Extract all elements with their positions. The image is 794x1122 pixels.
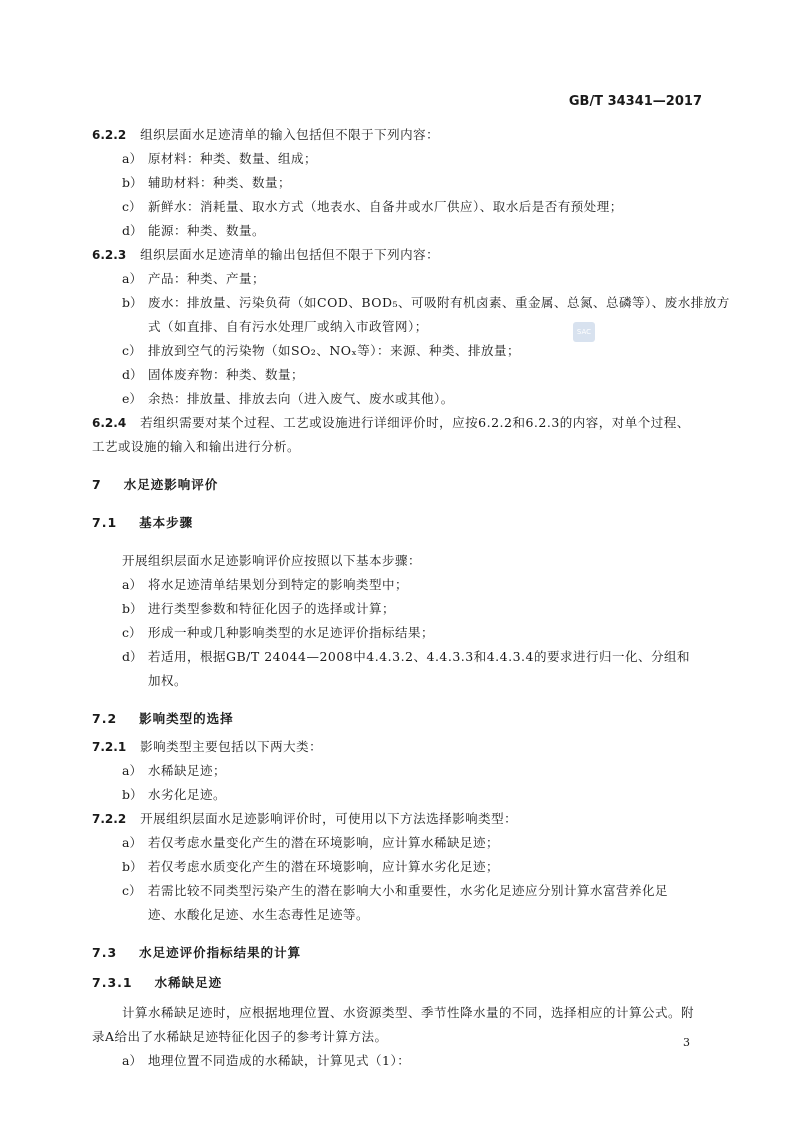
clause-number: 6.2.2 [92,128,127,142]
line-text: 开展组织层面水足迹影响评价时，可使用以下方法选择影响类型： [140,811,518,826]
line-text: 若适用，根据GB/T 24044—2008中4.4.3.2、4.4.3.3和4.4.3.4的要求进行归一化、分组和 [148,649,690,664]
body-line [148,833,499,851]
clause-number: 7 [92,477,102,492]
line-text: 式（如直排、自有污水处理厂或纳入市政管网）； [148,319,428,334]
line-text: 工艺或设施的输入和输出进行分析。 [92,439,301,454]
body-line [148,341,520,359]
body-line [148,575,408,593]
list-marker: b） [122,175,143,190]
body-line [92,1027,388,1045]
line-text: 废水：排放量、污染负荷（如COD、BOD₅、可吸附有机卤素、重金属、总氮、总磷等）、废水排放方 [148,295,730,310]
line-text: 开展组织层面水足迹影响评价应按照以下基本步骤： [122,553,422,568]
page-number: 3 [683,1036,690,1049]
list-marker: a） [122,1053,142,1068]
body-line [148,317,428,335]
body-line [148,389,454,407]
section-heading [92,513,193,531]
body-line [148,365,304,383]
line-text: 能源：种类、数量。 [148,223,266,238]
list-marker: c） [122,883,142,898]
line-text: 计算水稀缺足迹时，应根据地理位置、水资源类型、季节性降水量的不同，选择相应的计算公式。附 [122,1005,695,1020]
standard-number-header: GB/T 34341—2017 [568,94,702,109]
list-marker: b） [122,859,143,874]
line-text: 基本步骤 [139,515,194,530]
line-text: 产品：种类、产量； [148,271,266,286]
section-heading [92,943,301,961]
line-text: 地理位置不同造成的水稀缺，计算见式（1）： [148,1053,411,1068]
line-text: 水稀缺足迹； [148,763,227,778]
list-marker: d） [122,223,143,238]
list-marker: c） [122,625,142,640]
list-marker: c） [122,343,142,358]
body-line [122,551,421,569]
body-line [148,761,226,779]
line-text: 原材料：种类、数量、组成； [148,151,318,166]
line-text: 若仅考虑水量变化产生的潜在环境影响，应计算水稀缺足迹； [148,835,500,850]
line-text: 组织层面水足迹清单的输入包括但不限于下列内容： [140,127,440,142]
clause-number: 6.2.3 [92,248,127,262]
list-marker: e） [122,391,142,406]
body-line [92,737,322,755]
line-text: 影响类型的选择 [139,711,234,726]
list-marker: a） [122,151,142,166]
body-line [92,413,690,431]
line-text: 将水足迹清单结果划分到特定的影响类型中； [148,577,409,592]
list-marker: a） [122,835,142,850]
line-text: 组织层面水足迹清单的输出包括但不限于下列内容： [140,247,440,262]
line-text: 水劣化足迹。 [148,787,227,802]
list-marker: b） [122,295,143,310]
clause-number: 7.2 [92,711,118,726]
line-text: 迹、水酸化足迹、水生态毒性足迹等。 [148,907,370,922]
line-text: 若仅考虑水质变化产生的潜在环境影响，应计算水劣化足迹； [148,859,500,874]
list-marker: d） [122,367,143,382]
body-line [148,785,226,803]
clause-number: 7.3.1 [92,975,133,990]
line-text: 固体废弃物：种类、数量； [148,367,305,382]
body-line [92,437,300,455]
body-line [148,269,265,287]
line-text: 若需比较不同类型污染产生的潜在影响大小和重要性，水劣化足迹应分别计算水富营养化足 [148,883,669,898]
body-line [92,245,439,263]
body-line [148,293,730,311]
line-text: 影响类型主要包括以下两大类： [140,739,323,754]
body-line [148,671,187,689]
line-text: 水足迹影响评价 [123,477,219,492]
watermark-stamp-icon: SAC [573,322,595,342]
body-line [148,149,317,167]
body-line [148,881,668,899]
list-marker: b） [122,601,143,616]
list-marker: a） [122,577,142,592]
clause-number: 7.3 [92,945,118,960]
body-line [148,647,690,665]
line-text: 新鲜水：消耗量、取水方式（地表水、自备井或水厂供应）、取水后是否有预处理； [148,199,623,214]
line-text: 加权。 [148,673,188,688]
body-line [148,623,434,641]
body-line [148,197,623,215]
line-text: 水足迹评价指标结果的计算 [139,945,302,960]
line-text: 排放到空气的污染物（如SO₂、NOₓ等）：来源、种类、排放量； [148,343,521,358]
line-text: 进行类型参数和特征化因子的选择或计算； [148,601,396,616]
line-text: 余热：排放量、排放去向（进入废气、废水或其他）。 [148,391,454,406]
line-text: 若组织需要对某个过程、工艺或设施进行详细评价时，应按6.2.2和6.2.3的内容，对单个过程、 [140,415,690,430]
section-heading [92,973,222,991]
body-line [148,173,291,191]
body-line [92,809,517,827]
section-heading [92,709,234,727]
body-line [92,125,439,143]
list-marker: c） [122,199,142,214]
section-heading [92,475,218,493]
body-line [122,1003,694,1021]
line-text: 形成一种或几种影响类型的水足迹评价指标结果； [148,625,435,640]
body-line [148,599,395,617]
clause-number: 7.2.1 [92,740,127,754]
list-marker: b） [122,787,143,802]
body-line [148,1051,410,1069]
body-line [148,857,499,875]
line-text: 录A给出了水稀缺足迹特征化因子的参考计算方法。 [92,1029,388,1044]
clause-number: 6.2.4 [92,416,127,430]
clause-number: 7.1 [92,515,118,530]
clause-number: 7.2.2 [92,812,127,826]
list-marker: d） [122,649,143,664]
line-text: 水稀缺足迹 [154,975,223,990]
line-text: 辅助材料：种类、数量； [148,175,292,190]
body-line [148,221,265,239]
list-marker: a） [122,763,142,778]
body-line [148,905,369,923]
list-marker: a） [122,271,142,286]
